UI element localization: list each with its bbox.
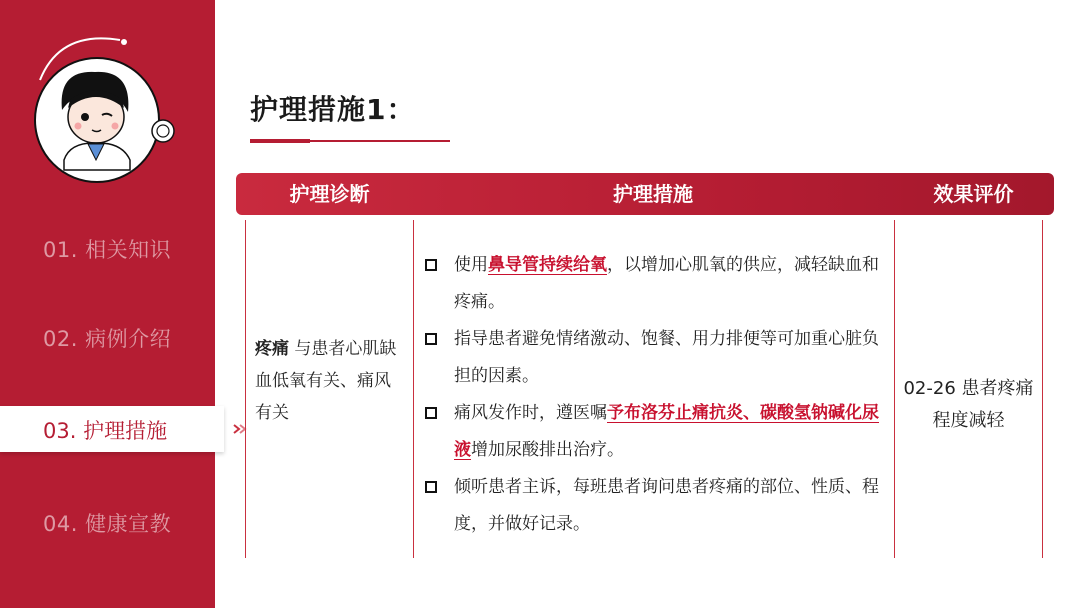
table-header <box>236 173 1054 215</box>
measure-text: 指导患者避免情绪激动、饱餐、用力排便等可加重心脏负担的因素。 <box>454 329 879 386</box>
column-divider <box>413 220 414 558</box>
measure-item <box>424 395 886 469</box>
nav-item-related-knowledge[interactable]: 01. 相关知识 <box>43 238 172 262</box>
sidebar <box>0 0 215 608</box>
measures-list <box>424 247 886 543</box>
diagnosis-cell <box>255 333 407 429</box>
diagnosis-keyword: 疼痛 <box>255 339 289 359</box>
checkbox-square-icon <box>425 407 437 419</box>
column-header-evaluation: 效果评价 <box>933 182 1014 206</box>
highlighted-text: 予布洛芬止痛抗炎、碳酸氢钠碱化尿液 <box>454 403 879 460</box>
doctor-avatar-illustration <box>0 0 215 200</box>
measure-item <box>424 469 886 543</box>
title-underline <box>250 139 450 143</box>
nav-item-label: 03. 护理措施 <box>43 419 168 443</box>
column-header-diagnosis: 护理诊断 <box>289 182 370 206</box>
column-divider <box>1042 220 1043 558</box>
diagnosis-text: 与患者心肌缺血低氧有关、痛风有关 <box>255 339 397 423</box>
checkbox-square-icon <box>425 259 437 271</box>
column-divider <box>894 220 895 558</box>
measure-item <box>424 321 886 395</box>
measure-text: 增加尿酸排出治疗。 <box>471 440 624 460</box>
measure-text: 使用 <box>454 255 488 275</box>
column-header-measures: 护理措施 <box>613 182 693 206</box>
measure-text: 倾听患者主诉，每班患者询问患者疼痛的部位、性质、程度，并做好记录。 <box>454 477 879 534</box>
nav-item-health-education[interactable]: 04. 健康宣教 <box>43 512 172 536</box>
highlighted-text: 鼻导管持续给氧 <box>488 255 607 275</box>
measure-item <box>424 247 886 321</box>
evaluation-cell: 02-26 患者疼痛程度减轻 <box>903 378 1034 431</box>
checkbox-square-icon <box>425 481 437 493</box>
measure-text: 痛风发作时，遵医嘱 <box>454 403 607 423</box>
measure-text: ，以增加心肌氧的供应，减轻缺血和疼痛。 <box>454 255 879 312</box>
checkbox-square-icon <box>425 333 437 345</box>
nav-item-nursing-measures-active[interactable] <box>0 406 224 452</box>
page-title: 护理措施1： <box>250 93 416 126</box>
column-divider <box>245 220 246 558</box>
nav-item-case-introduction[interactable]: 02. 病例介绍 <box>43 327 172 351</box>
